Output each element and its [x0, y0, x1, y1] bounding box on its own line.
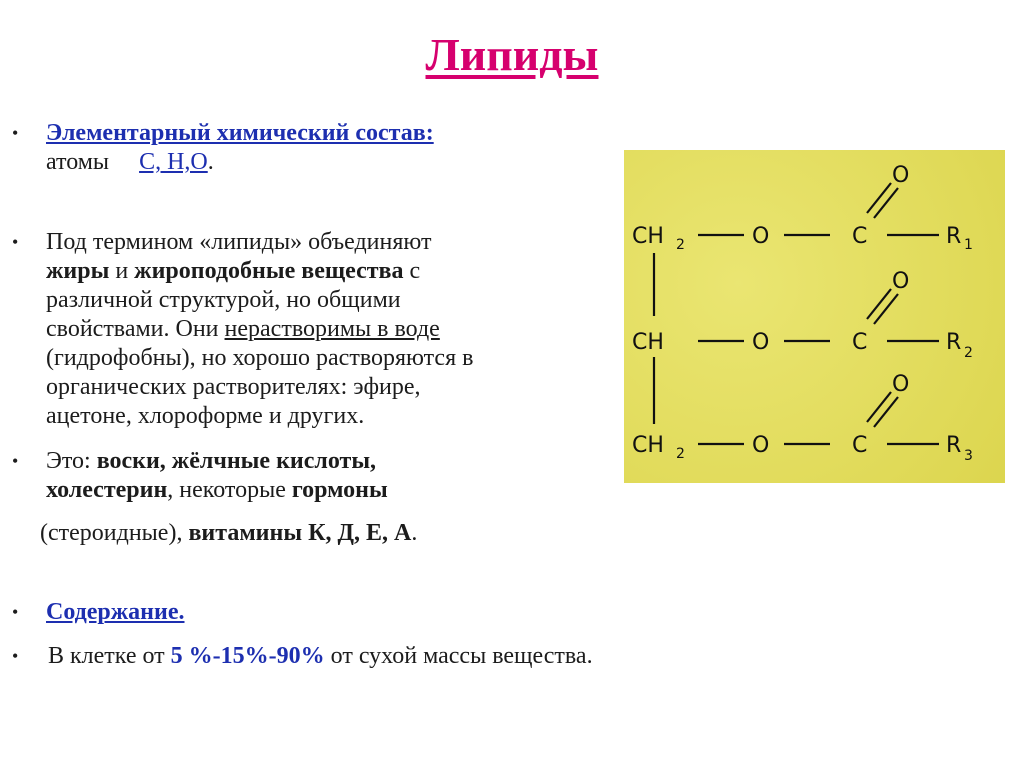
radical-r3: R — [946, 433, 962, 458]
atoms-value: С, Н,О — [139, 149, 208, 175]
bullet-dot: • — [12, 646, 19, 666]
examples-line-3 — [40, 519, 417, 548]
row3-double-a — [867, 392, 891, 422]
ch2-top-sub: 2 — [676, 237, 685, 253]
examples-cholesterol: холестерин — [46, 477, 168, 503]
examples-some: , некоторые — [167, 477, 292, 503]
examples-vitamins: витамины К, Д, Е, А — [188, 520, 412, 546]
ester-o-2: O — [752, 330, 770, 355]
ch2-bot: CH — [632, 433, 664, 458]
formula-svg — [624, 150, 1005, 483]
insoluble-term: нерастворимы в воде — [224, 316, 440, 342]
examples-line-2 — [46, 476, 388, 505]
definition-line-3: различной структурой, но общими — [46, 287, 401, 313]
examples-tail: . — [411, 520, 418, 546]
ch-mid: CH — [632, 330, 664, 355]
content-percent: 5 %-15%-90% — [170, 643, 325, 669]
examples-waxes: воски, жёлчные кислоты, — [96, 448, 377, 474]
bullet-dot: • — [12, 602, 19, 622]
radical-r2-sub: 2 — [964, 345, 973, 361]
definition-line-2 — [46, 257, 420, 286]
examples-hormones: гормоны — [291, 477, 388, 503]
triglyceride-formula — [624, 150, 1005, 483]
carbonyl-c-1: C — [852, 224, 868, 249]
carbonyl-o-3: O — [892, 372, 910, 397]
carbonyl-c-2: C — [852, 330, 868, 355]
atoms-label: атомы — [46, 149, 110, 175]
fats-term: жиры — [46, 258, 110, 284]
definition-line-4 — [46, 315, 440, 344]
definition-line-1: Под термином «липиды» объединяют — [46, 229, 432, 255]
ester-o-3: O — [752, 433, 770, 458]
ch2-bot-sub: 2 — [676, 446, 685, 462]
fat-like-term: жироподобные вещества — [134, 258, 404, 284]
radical-r2: R — [946, 330, 962, 355]
radical-r1-sub: 1 — [964, 237, 973, 253]
examples-prefix: Это: — [46, 448, 97, 474]
row1-double-b — [874, 188, 898, 218]
bullet-dot: • — [12, 123, 19, 143]
carbonyl-o-2: O — [892, 269, 910, 294]
radical-r1: R — [946, 224, 962, 249]
examples-line-1 — [46, 447, 376, 476]
formula-bonds — [654, 183, 939, 444]
row2-double-b — [874, 294, 898, 324]
examples-steroid: (стероидные), — [40, 520, 189, 546]
definition-line-7: ацетоне, хлороформе и других. — [46, 403, 365, 429]
definition-connector: и — [109, 258, 135, 284]
row3-double-b — [874, 397, 898, 427]
bullet-dot: • — [12, 451, 19, 471]
ch2-top: CH — [632, 224, 664, 249]
carbonyl-o-1: O — [892, 163, 910, 188]
page-title: Липиды — [425, 29, 599, 80]
content-heading: Содержание. — [46, 599, 185, 625]
carbonyl-c-3: C — [852, 433, 868, 458]
properties-text: свойствами. Они — [46, 316, 225, 342]
content-tail: от сухой массы вещества. — [324, 643, 593, 669]
definition-line-6: органических растворителях: эфире, — [46, 374, 421, 400]
content-line — [48, 642, 593, 671]
ester-o-1: O — [752, 224, 770, 249]
row1-double-a — [867, 183, 891, 213]
bullet-dot: • — [12, 232, 19, 252]
radical-r3-sub: 3 — [964, 448, 973, 464]
content-prefix: В клетке от — [48, 643, 171, 669]
definition-tail: с — [403, 258, 421, 284]
definition-line-5: (гидрофобны), но хорошо растворяются в — [46, 345, 474, 371]
composition-heading: Элементарный химический состав: — [46, 120, 434, 146]
row2-double-a — [867, 289, 891, 319]
atoms-tail: . — [207, 149, 214, 175]
